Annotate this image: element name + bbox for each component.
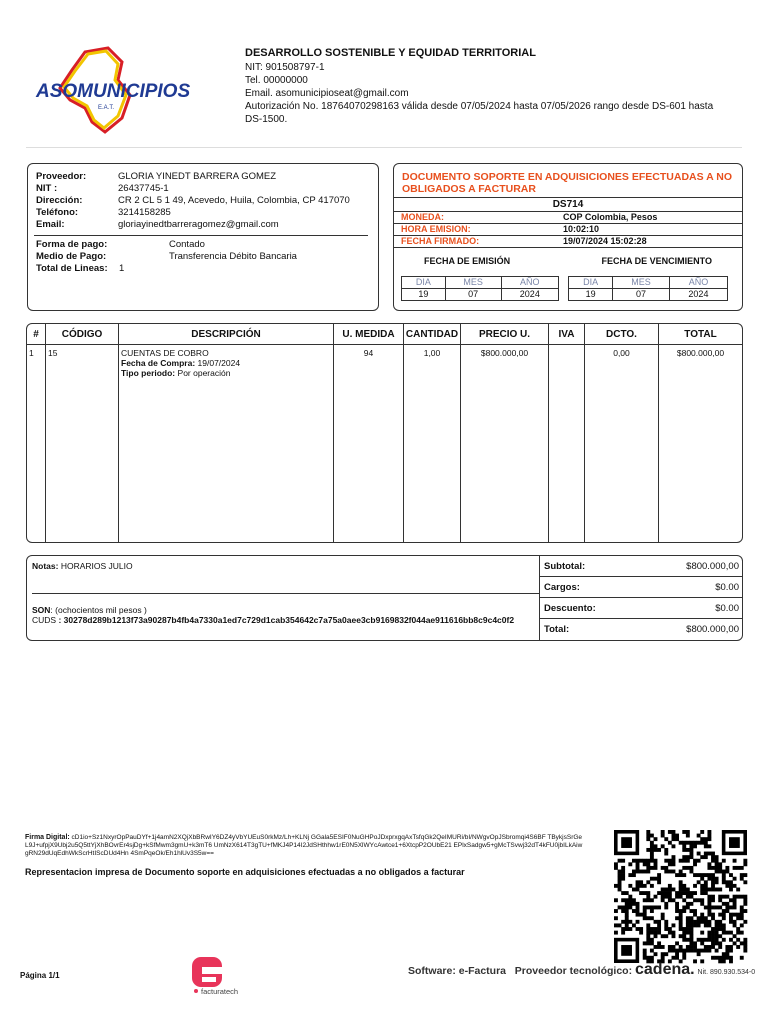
total-value: $800.000,00 — [686, 623, 739, 635]
son-value: : (ochocientos mil pesos ) — [50, 605, 147, 615]
subtotal-value: $800.000,00 — [686, 560, 739, 572]
issue-time-row — [394, 224, 742, 236]
row-unit: 94 — [334, 345, 404, 543]
row-number: 1 — [29, 348, 34, 358]
row-code: 15 — [46, 345, 119, 543]
due-year: 2024 — [669, 289, 727, 301]
printed-representation-text: Representacion impresa de Documento soporte en adquisiciones efectuadas a no obligados a facturar — [25, 867, 465, 877]
organization-email: Email. asomunicipioseat@gmail.com — [245, 88, 409, 99]
cadena-nit: Nit. 890.930.534-0 — [697, 969, 756, 976]
issue-day: 19 — [402, 289, 446, 301]
due-date-heading: FECHA DE VENCIMIENTO — [601, 256, 712, 266]
items-table — [26, 323, 743, 543]
supplier-nit: 26437745-1 — [118, 183, 169, 194]
organization-nit: NIT: 901508797-1 — [245, 62, 325, 73]
facturatech-text: facturatech — [201, 987, 239, 996]
row-price: $800.000,00 — [461, 345, 549, 543]
cuds-label: CUDS — [32, 615, 57, 625]
row-period-type: Por operación — [177, 368, 231, 378]
col-price: PRECIO U. — [461, 324, 549, 345]
col-number: # — [27, 324, 46, 345]
row-purchase-date: 19/07/2024 — [197, 358, 241, 368]
supplier-label: Proveedor: — [36, 171, 87, 182]
organization-logo — [30, 40, 191, 140]
document-code: DS714 — [394, 197, 742, 212]
due-day: 19 — [569, 289, 613, 301]
issue-year-header: AÑO — [501, 277, 558, 289]
payment-method-label: Medio de Pago: — [36, 251, 107, 262]
logo-text: ASOMUNICIPIOS — [36, 81, 191, 102]
row-purchase-date-label: Fecha de Compra: — [121, 358, 196, 368]
organization-title: DESARROLLO SOSTENIBLE Y EQUIDAD TERRITORIAL — [245, 47, 536, 59]
supplier-nit-label: NIT : — [36, 183, 58, 194]
col-quantity: CANTIDAD — [404, 324, 461, 345]
tech-provider-label: Proveedor tecnológico: — [514, 965, 633, 977]
organization-tel: Tel. 00000000 — [245, 75, 308, 86]
row-description-cell — [119, 345, 334, 543]
col-description: DESCRIPCIÓN — [119, 324, 334, 345]
charges-label: Cargos: — [544, 581, 580, 593]
issue-time-value: 10:02:10 — [563, 224, 600, 234]
notes-divider — [32, 593, 540, 594]
col-unit: U. MEDIDA — [334, 324, 404, 345]
row-quantity: 1,00 — [404, 345, 461, 543]
qr-code — [614, 830, 747, 963]
cadena-logo: cadena. — [635, 961, 695, 978]
total-row — [540, 619, 743, 639]
total-lines: 1 — [119, 263, 125, 274]
col-code: CÓDIGO — [46, 324, 119, 345]
currency-row — [394, 212, 742, 224]
charges-row — [540, 577, 743, 598]
authorization-text: Autorización No. 18764070298163 válida desde 07/05/2024 hasta 07/05/2026 rango desde DS-601 hasta DS-1500. — [245, 101, 714, 125]
total-lines-label: Total de Lineas: — [36, 263, 108, 274]
supplier-panel — [27, 163, 379, 311]
page-number: Página 1/1 — [20, 971, 60, 980]
row-discount: 0,00 — [585, 345, 659, 543]
notes-label: Notas: — [32, 561, 59, 571]
due-month-header: MES — [613, 277, 670, 289]
supplier-phone-label: Teléfono: — [36, 207, 79, 218]
due-month: 07 — [613, 289, 670, 301]
signed-date-value: 19/07/2024 15:02:28 — [563, 236, 647, 246]
document-title: DOCUMENTO SOPORTE EN ADQUISICIONES EFECTUADAS A NO OBLIGADOS A FACTURAR — [402, 171, 732, 195]
issue-day-header: DIA — [402, 277, 446, 289]
issue-year: 2024 — [501, 289, 558, 301]
document-panel — [393, 163, 743, 311]
digital-signature-label: Firma Digital: — [25, 834, 70, 841]
col-tax: IVA — [549, 324, 585, 345]
organization-header — [245, 47, 715, 126]
digital-signature-value: cD1io+Sz1NxyrOpPauDYf+1j4amN2XQjXbBRwIY6DZ4yVbYUEuS0rkMz/Lh+KLNj GGala5ESIF0NuGHPoJDxprxgqAxTsfqGk2QeIMURi/bI/NWgvOpJSbromqi4S6BF TBykjsSrGeL9J+ufpjX9Ubj2u5Q5ttYjXhBOvrEr4sjDg+kSfMwm3gmU+k3mT6 UmNzX614T3gTU+fMKJ4P14I2JdSHthhw1rE0N5XlWYcAwtce1+6XtcpP2OUbE21 EPlxSadgw5+gMcTSvwj32dT4kFU0jbILkAiwgRN29dUqEdhWkScrHtIScDUd4Hn 4SmPqeOk/Eh1hlUv3S5w== — [25, 834, 583, 857]
son-label: SON — [32, 605, 51, 615]
col-total: TOTAL — [659, 324, 743, 345]
digital-signature — [25, 834, 585, 858]
items-header-row — [27, 324, 742, 345]
supplier-email: gloriayinedtbarreragomez@gmail.com — [118, 219, 279, 230]
table-row — [27, 345, 742, 543]
header-divider — [26, 147, 742, 148]
totals-panel — [26, 555, 743, 641]
row-tax — [549, 345, 585, 543]
discount-row — [540, 598, 743, 619]
subtotal-row — [540, 556, 743, 577]
charges-value: $0.00 — [715, 581, 739, 593]
signed-date-label: FECHA FIRMADO: — [401, 236, 480, 246]
currency-value: COP Colombia, Pesos — [563, 212, 658, 222]
facturatech-logo — [190, 955, 260, 997]
row-total: $800.000,00 — [659, 345, 743, 543]
supplier-name: GLORIA YINEDT BARRERA GOMEZ — [118, 171, 277, 182]
subtotal-label: Subtotal: — [544, 560, 586, 572]
cuds-value: : 30278d289b1213f73a90287b4fb4a7330a1ed7c729d1cab354642c7a75a0aee3cb9169832f044ae911616bb8c9c4c0f2 — [58, 615, 515, 625]
signed-date-row — [394, 236, 742, 248]
currency-label: MONEDA: — [401, 212, 444, 222]
due-date-table — [568, 276, 728, 301]
payment-form: Contado — [169, 239, 205, 250]
issue-month: 07 — [445, 289, 501, 301]
issue-date-table — [401, 276, 559, 301]
issue-time-label: HORA EMISION: — [401, 224, 471, 234]
supplier-address-label: Dirección: — [36, 195, 83, 206]
supplier-address: CR 2 CL 5 1 49, Acevedo, Huila, Colombia, CP 417070 — [118, 195, 350, 206]
supplier-divider — [34, 235, 368, 236]
row-period-type-label: Tipo periodo: — [121, 368, 176, 378]
issue-date-heading: FECHA DE EMISIÓN — [424, 256, 511, 266]
supplier-email-label: Email: — [36, 219, 65, 230]
total-label: Total: — [544, 623, 570, 635]
software-credit — [408, 961, 755, 979]
due-year-header: AÑO — [669, 277, 727, 289]
col-discount: DCTO. — [585, 324, 659, 345]
software-name: Software: e-Factura — [408, 965, 507, 977]
payment-method: Transferencia Débito Bancaria — [169, 251, 297, 262]
logo-subtext: E.A.T. — [98, 105, 115, 111]
due-day-header: DIA — [569, 277, 613, 289]
discount-label: Descuento: — [544, 602, 596, 614]
notes-value: HORARIOS JULIO — [60, 561, 133, 571]
payment-form-label: Forma de pago: — [36, 239, 108, 250]
discount-value: $0.00 — [715, 602, 739, 614]
supplier-phone: 3214158285 — [118, 207, 171, 218]
row-description: CUENTAS DE COBRO — [121, 348, 209, 358]
issue-month-header: MES — [445, 277, 501, 289]
